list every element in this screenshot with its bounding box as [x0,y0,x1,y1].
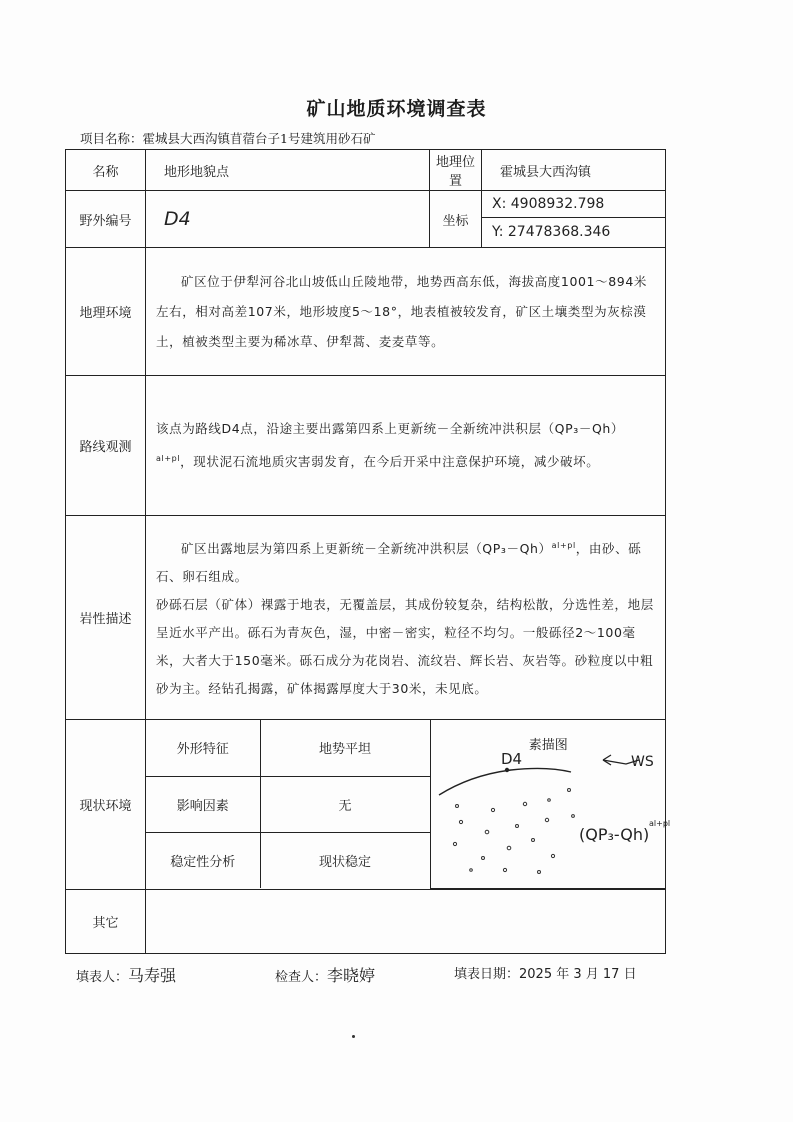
status-cell [146,720,670,890]
stability-label: 稳定性分析 [146,832,260,888]
lithology-para-1 [156,532,655,591]
row-status [66,720,666,890]
name-value: 地形地貌点 [146,150,430,191]
sketch-cell [430,720,670,888]
coords-label: 坐标 [430,191,482,248]
filler-line [76,963,176,986]
filler-signature: 马寿强 [128,966,177,985]
checker-line [275,963,375,986]
location-label: 地理位置 [430,150,482,191]
status-inner-table [146,720,670,889]
route-text-sup: al+pl [156,453,181,463]
coord-x: X: 4908932.798 [492,196,605,212]
stability-value: 现状稳定 [260,832,430,888]
lithology-p1a: 矿区出露地层为第四系上更新统－全新统冲洪积层（QP₃－Qh） [181,541,552,557]
checker-label: 检查人： [275,970,328,985]
geo-env-text-cell [146,248,666,376]
factor-value: 无 [260,776,430,832]
sketch-formation-label: (QP₃-Qh) [578,825,649,844]
form-title: 矿山地质环境调查表 [306,98,487,120]
scan-speck [352,1035,355,1038]
sketch-point-mark [504,768,508,772]
sketch-direction-label: WS [630,754,654,770]
row-geo-env [66,248,666,376]
route-text-part2: ，现状泥石流地质灾害弱发育，在今后开采中注意保护环境，减少破坏。 [180,454,600,470]
checker-signature: 李晓婷 [327,966,376,985]
field-no-label: 野外编号 [66,191,146,248]
date-line [454,963,637,982]
project-value: 霍城县大西沟镇苜蓿台子1号建筑用砂石矿 [142,131,376,146]
route-text [156,414,655,477]
route-text-cell [146,376,666,516]
sketch-formation-sup: al+pl [648,819,670,828]
sketch-area [431,720,670,888]
sketch-arrow-head-icon [603,755,611,765]
shape-label: 外形特征 [146,720,260,776]
status-label: 现状环境 [66,720,146,890]
sketch-title: 素描图 [528,738,568,753]
geo-env-text: 矿区位于伊犁河谷北山坡低山丘陵地带，地势西高东低，海拔高度1001～894米左右，相对高差107米，地形坡度5～18°，地表植被较发育，矿区土壤类型为灰棕漠土，植被类型主要为稀冰草、伊犁蒿、麦麦草等。 [156,273,647,349]
sketch-point-label: D4 [500,750,522,768]
row-name [66,150,666,191]
row-other [66,889,666,953]
location-value: 霍城县大西沟镇 [482,150,666,191]
sketch-gravel-symbols [453,789,574,874]
filler-label: 填表人： [76,970,129,985]
other-label: 其它 [66,889,146,953]
date-label: 填表日期： [454,967,520,982]
other-value [146,889,666,953]
date-value: 2025 年 3 月 17 日 [519,967,637,982]
survey-table [65,149,670,954]
row-lithology [66,516,666,720]
factor-label: 影响因素 [146,776,260,832]
lithology-label: 岩性描述 [66,516,146,720]
project-label: 项目名称： [80,131,143,146]
route-label: 路线观测 [66,376,146,516]
sketch-drawing [431,720,670,886]
lithology-p1b: ，由砂、砾石、卵石组成。 [156,541,642,585]
project-line [80,129,375,147]
name-label: 名称 [66,150,146,191]
lithology-p1-sup: al+pl [551,540,576,550]
row-route [66,376,666,516]
shape-row [146,720,666,776]
lithology-para-2: 砂砾石层（矿体）裸露于地表，无覆盖层，其成份较复杂，结构松散，分选性差，地层呈近水平产出。砾石为青灰色，湿，中密－密实，粒径不均匀。一般砾径2～100毫米，大者大于150毫米。砾石成分为花岗岩、流纹岩、辉长岩、灰岩等。砂粒度以中粗砂为主。经钻孔揭露，矿体揭露厚度大于30米，未见底。 [156,597,654,697]
geo-env-label: 地理环境 [66,248,146,376]
route-text-part1: 该点为路线D4点，沿途主要出露第四系上更新统－全新统冲洪积层（QP₃－Qh） [156,420,625,436]
shape-value: 地势平坦 [260,720,430,776]
coords-cell [482,191,666,248]
lithology-text-cell [146,516,666,720]
field-no-value: D4 [146,191,430,248]
coord-y: Y: 27478368.346 [482,217,665,247]
sketch-ground-line [439,768,571,795]
row-field-no [66,191,666,248]
